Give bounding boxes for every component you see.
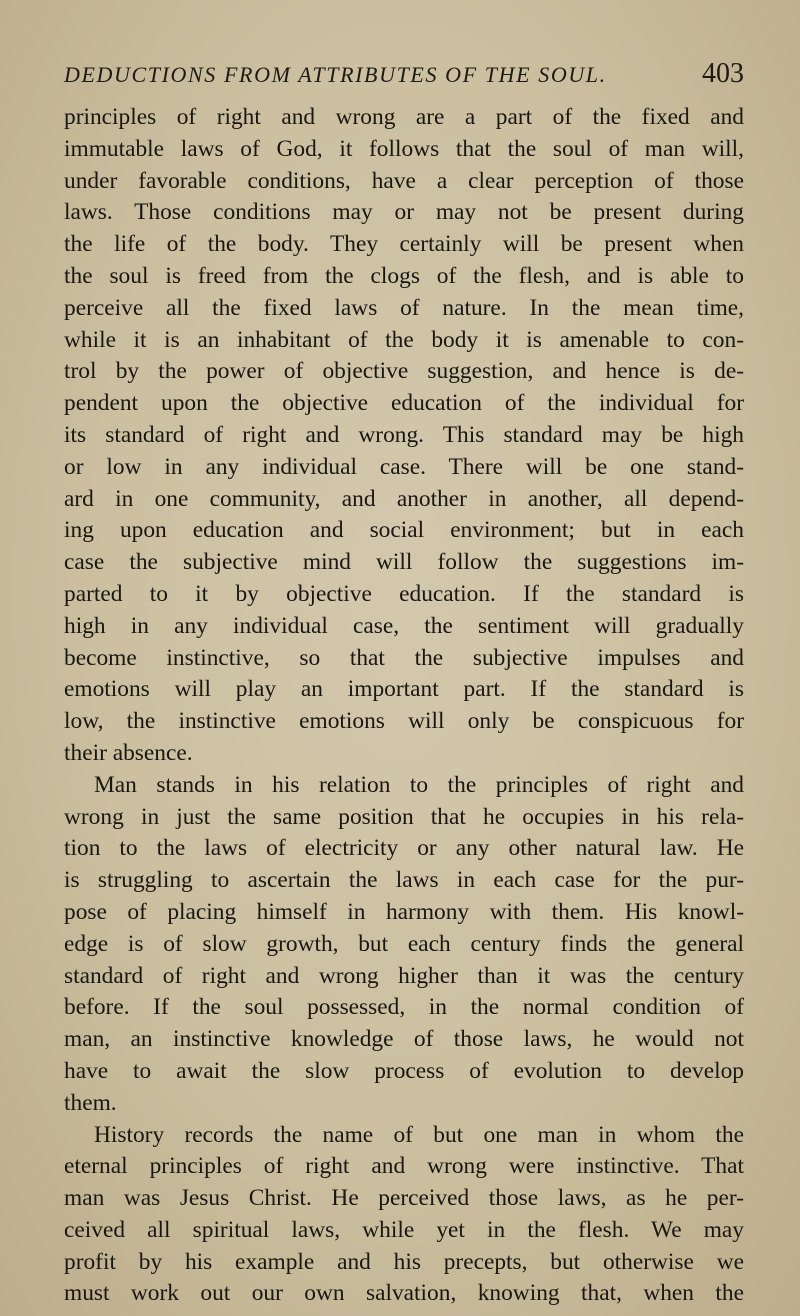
text-line: perceive all the fixed laws of nature. In the mean time,	[64, 294, 744, 321]
body-text	[64, 102, 744, 1310]
text-line: case the subjective mind will follow the suggestions im-	[64, 549, 744, 576]
text-line: must work out our own salvation, knowing that, when the	[64, 1280, 744, 1307]
text-line: them.	[64, 1089, 117, 1116]
text-line: standard of right and wrong higher than it was the century	[64, 962, 744, 989]
text-line: tion to the laws of electricity or any other natural law. He	[64, 835, 744, 862]
text-line: man, an instinctive knowledge of those laws, he would not	[64, 1026, 744, 1053]
text-line: or low in any individual case. There will be one stand-	[64, 453, 744, 480]
text-line: Man stands in his relation to the principles of right and	[94, 771, 744, 798]
text-line: pendent upon the objective education of the individual for	[64, 390, 744, 417]
text-line: the soul is freed from the clogs of the flesh, and is able to	[64, 262, 744, 289]
text-line: immutable laws of God, it follows that the soul of man will,	[64, 135, 744, 162]
running-title: DEDUCTIONS FROM ATTRIBUTES OF THE SOUL.	[64, 62, 607, 87]
paragraph	[64, 1120, 744, 1311]
text-line: high in any individual case, the sentiment will gradually	[64, 612, 744, 639]
text-line: edge is of slow growth, but each century finds the general	[64, 930, 744, 957]
paragraph	[64, 102, 744, 770]
text-line: pose of placing himself in harmony with them. His knowl-	[64, 898, 744, 925]
page-number: 403	[702, 58, 744, 89]
text-line: parted to it by objective education. If the standard is	[64, 580, 744, 607]
text-line: the life of the body. They certainly will be present when	[64, 231, 744, 258]
text-line: profit by his example and his precepts, but otherwise we	[64, 1248, 744, 1275]
text-line: have to await the slow process of evolution to develop	[64, 1057, 744, 1084]
text-line: its standard of right and wrong. This standard may be high	[64, 421, 744, 448]
text-line: wrong in just the same position that he occupies in his rela-	[64, 803, 744, 830]
text-line: while it is an inhabitant of the body it is amenable to con-	[64, 326, 744, 353]
text-line: ceived all spiritual laws, while yet in the flesh. We may	[64, 1216, 744, 1243]
text-line: ard in one community, and another in another, all depend-	[64, 485, 744, 512]
text-line: trol by the power of objective suggestion, and hence is de-	[64, 358, 744, 385]
text-line: eternal principles of right and wrong were instinctive. That	[64, 1153, 744, 1180]
paragraph	[64, 770, 744, 1120]
text-line: is struggling to ascertain the laws in each case for the pur-	[64, 867, 744, 894]
text-line: low, the instinctive emotions will only be conspicuous for	[64, 708, 744, 735]
text-line: before. If the soul possessed, in the normal condition of	[64, 994, 744, 1021]
text-line: History records the name of but one man in whom the	[94, 1121, 744, 1148]
text-line: man was Jesus Christ. He perceived those laws, as he per-	[64, 1185, 744, 1212]
text-line: ing upon education and social environment; but in each	[64, 517, 744, 544]
text-line: their absence.	[64, 739, 193, 766]
text-line: under favorable conditions, have a clear perception of those	[64, 167, 744, 194]
text-line: emotions will play an important part. If the standard is	[64, 676, 744, 703]
text-line: become instinctive, so that the subjective impulses and	[64, 644, 744, 671]
running-head	[64, 58, 744, 98]
text-line: principles of right and wrong are a part of the fixed and	[64, 104, 744, 130]
text-line: laws. Those conditions may or may not be present during	[64, 199, 744, 226]
